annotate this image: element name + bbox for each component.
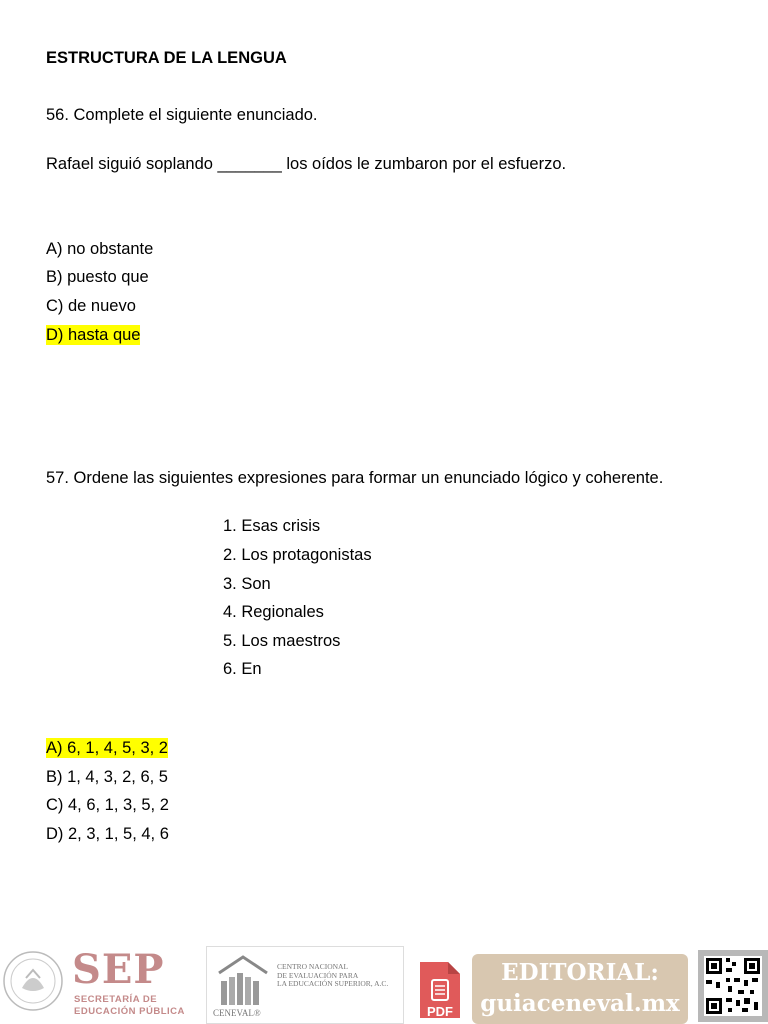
sep-logo-text: SEP <box>72 946 165 993</box>
q57-item-5: 5. Los maestros <box>223 632 341 650</box>
q57-item-3: 3. Son <box>223 575 271 593</box>
q56-option-a: A) no obstante <box>46 240 154 258</box>
pdf-label: PDF <box>427 1004 453 1019</box>
q56-option-d-answer: D) hasta que <box>46 326 141 344</box>
ceneval-description <box>277 963 388 989</box>
q57-option-c: C) 4, 6, 1, 3, 5, 2 <box>46 796 169 814</box>
q56-option-c: C) de nuevo <box>46 297 136 315</box>
sep-subtitle <box>74 994 185 1018</box>
q57-item-4: 4. Regionales <box>223 603 324 621</box>
question-56-sentence: Rafael siguió soplando _______ los oídos le zumbaron por el esfuerzo. <box>46 155 567 173</box>
mexico-seal-icon <box>2 950 64 1012</box>
q56-option-b: B) puesto que <box>46 268 149 286</box>
q57-option-a-answer: A) 6, 1, 4, 5, 3, 2 <box>46 739 168 757</box>
q57-item-2: 2. Los protagonistas <box>223 546 372 564</box>
editorial-banner <box>472 954 688 1024</box>
question-57-prompt: 57. Ordene las siguientes expresiones para formar un enunciado lógico y coherente. <box>46 469 664 487</box>
q57-option-b: B) 1, 4, 3, 2, 6, 5 <box>46 768 168 786</box>
ceneval-logo-box <box>206 946 404 1024</box>
q57-option-d: D) 2, 3, 1, 5, 4, 6 <box>46 825 169 843</box>
footer-banner <box>0 944 768 1024</box>
section-title: ESTRUCTURA DE LA LENGUA <box>46 49 287 67</box>
q57-item-6: 6. En <box>223 660 262 678</box>
ceneval-logo-icon <box>213 951 273 1011</box>
editorial-label: EDITORIAL: <box>501 959 659 986</box>
ceneval-line2: DE EVALUACIÓN PARA <box>277 970 359 980</box>
qr-code-icon <box>698 950 768 1022</box>
question-56-prompt: 56. Complete el siguiente enunciado. <box>46 106 318 124</box>
q57-item-1: 1. Esas crisis <box>223 517 321 535</box>
pdf-icon <box>416 958 464 1022</box>
editorial-website: guiaceneval.mx <box>480 990 680 1017</box>
ceneval-line3: LA EDUCACIÓN SUPERIOR, A.C. <box>277 979 389 988</box>
ceneval-line1: CENTRO NACIONAL <box>277 962 349 971</box>
sep-subtitle-line2: EDUCACIÓN PÚBLICA <box>74 1006 185 1017</box>
sep-subtitle-line1: SECRETARÍA DE <box>74 994 158 1005</box>
ceneval-name: CENEVAL® <box>213 1008 261 1018</box>
